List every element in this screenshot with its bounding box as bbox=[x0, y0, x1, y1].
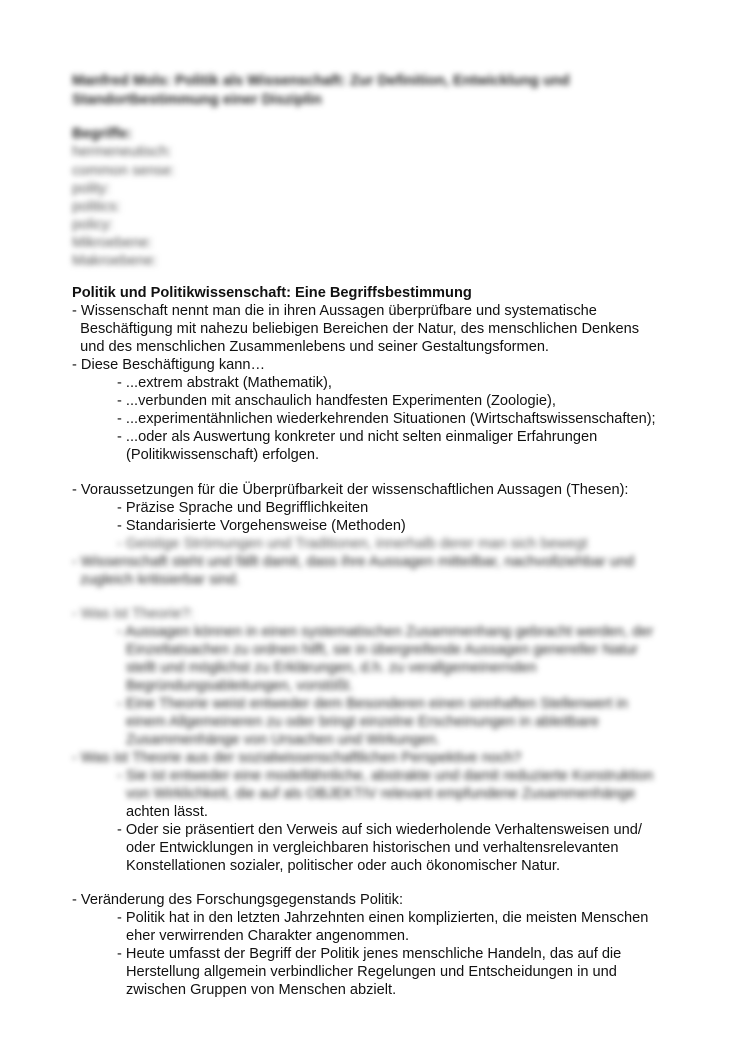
text-line: Konstellationen sozialer, politischer oder auch ökonomischer Natur. bbox=[126, 858, 560, 874]
text-line: - Was ist Theorie?: bbox=[72, 606, 194, 622]
doc-title-line1: Manfred Mols: Politik als Wissenschaft: Zur Definition, Entwicklung und bbox=[72, 73, 570, 89]
text-line: - ...verbunden mit anschaulich handfesten Experimenten (Zoologie), bbox=[117, 393, 556, 409]
text-line: - Aussagen können in einen systematischen Zusammenhang gebracht werden, der bbox=[117, 624, 654, 640]
text-line: zwischen Gruppen von Menschen abzielt. bbox=[126, 982, 397, 998]
text-line: - Standarisierte Vorgehensweise (Methoden) bbox=[117, 518, 406, 534]
text-line: von Wirklichkeit, die auf als OBJEKTIV relevant empfundene Zusammenhänge bbox=[126, 786, 636, 802]
text-line: - Präzise Sprache und Begrifflichkeiten bbox=[117, 500, 369, 516]
text-line: - Veränderung des Forschungsgegenstands Politik: bbox=[72, 892, 403, 908]
terms-heading: Begriffe: bbox=[72, 126, 132, 142]
text-line: (Politikwissenschaft) erfolgen. bbox=[126, 447, 320, 463]
text-line: - Geistige Strömungen und Traditionen, innerhalb derer man sich bewegt bbox=[117, 536, 588, 552]
text-line: - Diese Beschäftigung kann… bbox=[72, 357, 266, 373]
text-line: stellt und möglichst zu Erklärungen, d.h. zu verallgemeinernden bbox=[126, 660, 537, 676]
text-line: - Was ist Theorie aus der sozialwissenschaftlichen Perspektive noch? bbox=[72, 750, 522, 766]
text-line: Begründungsableitungen, vorstößt. bbox=[126, 678, 354, 694]
text-line: - Wissenschaft nennt man die in ihren Aussagen überprüfbare und systematische bbox=[72, 303, 597, 319]
text-line: zugleich kritisierbar sind. bbox=[72, 572, 240, 588]
text-line: Beschäftigung mit nahezu beliebigen Bereichen der Natur, des menschlichen Denkens bbox=[72, 321, 640, 337]
text-line: achten lässt. bbox=[126, 804, 208, 820]
text-line: oder Entwicklungen in vergleichbaren historischen und verhaltensrelevanten bbox=[126, 840, 619, 856]
text-line: - Voraussetzungen für die Überprüfbarkeit der wissenschaftlichen Aussagen (Thesen): bbox=[72, 482, 629, 498]
text-line: - ...oder als Auswertung konkreter und nicht selten einmaliger Erfahrungen bbox=[117, 429, 598, 445]
text-line: - Wissenschaft steht und fällt damit, dass ihre Aussagen mitteilbar, nachvollziehbar und bbox=[72, 554, 635, 570]
term-item: hermeneutisch: bbox=[72, 144, 172, 160]
section-heading: Politik und Politikwissenschaft: Eine Begriffsbestimmung bbox=[72, 285, 472, 301]
term-item: Mikroebene: bbox=[72, 235, 153, 251]
text-line: - Heute umfasst der Begriff der Politik jenes menschliche Handeln, das auf die bbox=[117, 946, 622, 962]
text-line: - Politik hat in den letzten Jahrzehnten einen komplizierten, die meisten Menschen bbox=[117, 910, 649, 926]
text-line: - ...experimentähnlichen wiederkehrenden Situationen (Wirtschaftswissenschaften); bbox=[117, 411, 656, 427]
term-item: common sense: bbox=[72, 163, 176, 179]
text-line: Einzeltatsachen zu ordnen hilft, sie in übergreifende Aussagen genereller Natur bbox=[126, 642, 638, 658]
term-item: polity: bbox=[72, 181, 111, 197]
text-line: - Oder sie präsentiert den Verweis auf sich wiederholende Verhaltensweisen und/ bbox=[117, 822, 642, 838]
text-line: eher verwirrenden Charakter angenommen. bbox=[126, 928, 410, 944]
text-line: einem Allgemeineren zu oder bringt einzelne Erscheinungen in ableitbare bbox=[126, 714, 599, 730]
text-line: - ...extrem abstrakt (Mathematik), bbox=[117, 375, 332, 391]
term-item: Makroebene: bbox=[72, 253, 158, 269]
term-item: politics: bbox=[72, 199, 121, 215]
term-item: policy: bbox=[72, 217, 114, 233]
text-line: - Eine Theorie weist entweder dem Besonderen einen sinnhaften Stellenwert in bbox=[117, 696, 628, 712]
text-line: - Sie ist entweder eine modellähnliche, abstrakte und damit reduzierte Konstruktion bbox=[117, 768, 654, 784]
text-line: Zusammenhänge von Ursachen und Wirkungen. bbox=[126, 732, 440, 748]
text-line: Herstellung allgemein verbindlicher Regelungen und Entscheidungen in und bbox=[126, 964, 617, 980]
doc-title-line2: Standortbestimmung einer Disziplin bbox=[72, 92, 322, 108]
text-line: und des menschlichen Zusammenlebens und seiner Gestaltungsformen. bbox=[72, 339, 549, 355]
